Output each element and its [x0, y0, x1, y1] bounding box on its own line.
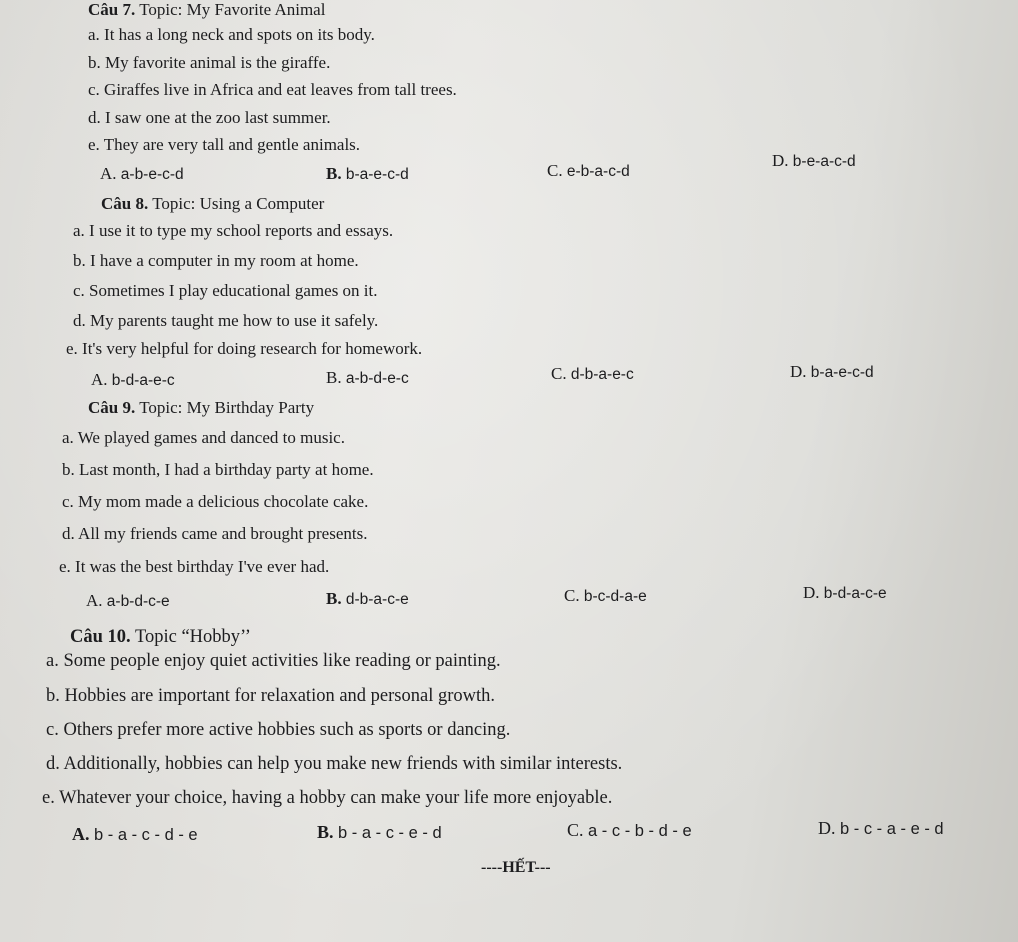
option-label: D.	[772, 151, 789, 170]
option-value: a-b-d-c-e	[106, 593, 170, 610]
question-7-title: Topic: My Favorite Animal	[139, 0, 326, 19]
q9-option-b[interactable]	[326, 589, 409, 610]
q8-sentence-d: d. My parents taught me how to use it safely.	[73, 311, 379, 330]
option-label: B.	[326, 368, 342, 387]
q9-sentence-d: d. All my friends came and brought presents.	[62, 524, 368, 543]
option-value: b - c - a - e - d	[840, 820, 944, 838]
q7-option-b[interactable]	[326, 164, 409, 185]
option-value: b-a-e-c-d	[345, 166, 409, 183]
q8-sentence-a: a. I use it to type my school reports and essays.	[73, 221, 394, 240]
option-value: a-b-e-c-d	[120, 166, 184, 183]
q7-sentence-b: b. My favorite animal is the giraffe.	[88, 53, 331, 72]
option-value: b-d-a-e-c	[111, 372, 175, 389]
option-label: A.	[86, 591, 103, 610]
option-label: D.	[790, 362, 807, 381]
q8-sentence-b: b. I have a computer in my room at home.	[73, 251, 359, 270]
q8-sentence-e: e. It's very helpful for doing research for homework.	[66, 339, 423, 358]
q10-option-a[interactable]	[72, 824, 198, 845]
q10-sentence-e: e. Whatever your choice, having a hobby can make your life more enjoyable.	[42, 788, 613, 808]
q10-sentence-a: a. Some people enjoy quiet activities like reading or painting.	[46, 651, 501, 671]
q9-sentence-c: c. My mom made a delicious chocolate cake.	[62, 492, 369, 511]
option-label: A.	[72, 824, 90, 844]
option-label: C.	[567, 820, 584, 840]
option-value: a-b-d-e-c	[345, 370, 409, 387]
question-8-title: Topic: Using a Computer	[152, 194, 325, 213]
option-value: d-b-a-c-e	[345, 591, 409, 608]
option-label: C.	[564, 586, 580, 605]
question-8-number: Câu 8.	[101, 194, 149, 213]
q9-sentence-e: e. It was the best birthday I've ever had.	[59, 557, 330, 576]
q7-sentence-e: e. They are very tall and gentle animals.	[88, 135, 361, 154]
option-value: b-e-a-c-d	[792, 153, 856, 170]
end-marker: ----HẾT---	[481, 859, 551, 876]
question-7-heading	[88, 0, 325, 20]
q9-option-c[interactable]	[564, 586, 647, 607]
option-label: B.	[326, 164, 342, 183]
question-10-heading	[70, 627, 251, 647]
option-value: b-d-a-c-e	[823, 585, 887, 602]
option-label: A.	[91, 370, 108, 389]
question-10-number: Câu 10.	[70, 627, 131, 647]
q8-sentence-c: c. Sometimes I play educational games on it.	[73, 281, 378, 300]
question-9-title: Topic: My Birthday Party	[139, 398, 315, 417]
q7-option-c[interactable]	[547, 161, 630, 182]
q9-sentence-a: a. We played games and danced to music.	[62, 428, 345, 447]
q10-sentence-d: d. Additionally, hobbies can help you make new friends with similar interests.	[46, 754, 623, 774]
q8-option-a[interactable]	[91, 370, 175, 391]
question-7-number: Câu 7.	[88, 0, 136, 19]
q10-option-d[interactable]	[818, 818, 944, 839]
option-label: D.	[803, 583, 820, 602]
q9-option-a[interactable]	[86, 591, 170, 612]
question-9-heading	[88, 398, 314, 418]
q10-sentence-c: c. Others prefer more active hobbies such as sports or dancing.	[46, 720, 511, 740]
option-value: b - a - c - d - e	[94, 826, 198, 844]
q8-option-b[interactable]	[326, 368, 409, 389]
q7-sentence-d: d. I saw one at the zoo last summer.	[88, 108, 331, 127]
option-value: b-c-d-a-e	[583, 588, 647, 605]
q8-option-c[interactable]	[551, 364, 634, 385]
question-10-title: Topic “Hobby’’	[134, 627, 251, 647]
q10-option-c[interactable]	[567, 820, 692, 841]
option-label: A.	[100, 164, 117, 183]
option-label: B.	[317, 822, 334, 842]
q10-sentence-b: b. Hobbies are important for relaxation and personal growth.	[46, 686, 496, 706]
option-value: b-a-e-c-d	[810, 364, 874, 381]
option-value: e-b-a-c-d	[566, 163, 630, 180]
option-value: a - c - b - d - e	[588, 822, 692, 840]
q10-option-b[interactable]	[317, 822, 442, 843]
q8-option-d[interactable]	[790, 362, 874, 383]
q9-option-d[interactable]	[803, 583, 887, 604]
option-label: C.	[551, 364, 567, 383]
q9-sentence-b: b. Last month, I had a birthday party at home.	[62, 460, 374, 479]
q7-option-d[interactable]	[772, 151, 856, 172]
question-9-number: Câu 9.	[88, 398, 136, 417]
question-8-heading	[101, 194, 324, 214]
q7-option-a[interactable]	[100, 164, 184, 185]
option-label: B.	[326, 589, 342, 608]
option-value: b - a - c - e - d	[338, 824, 442, 842]
option-label: C.	[547, 161, 563, 180]
q7-sentence-c: c. Giraffes live in Africa and eat leaves from tall trees.	[88, 80, 457, 99]
q7-sentence-a: a. It has a long neck and spots on its body.	[88, 25, 375, 44]
option-value: d-b-a-e-c	[570, 366, 634, 383]
option-label: D.	[818, 818, 836, 838]
